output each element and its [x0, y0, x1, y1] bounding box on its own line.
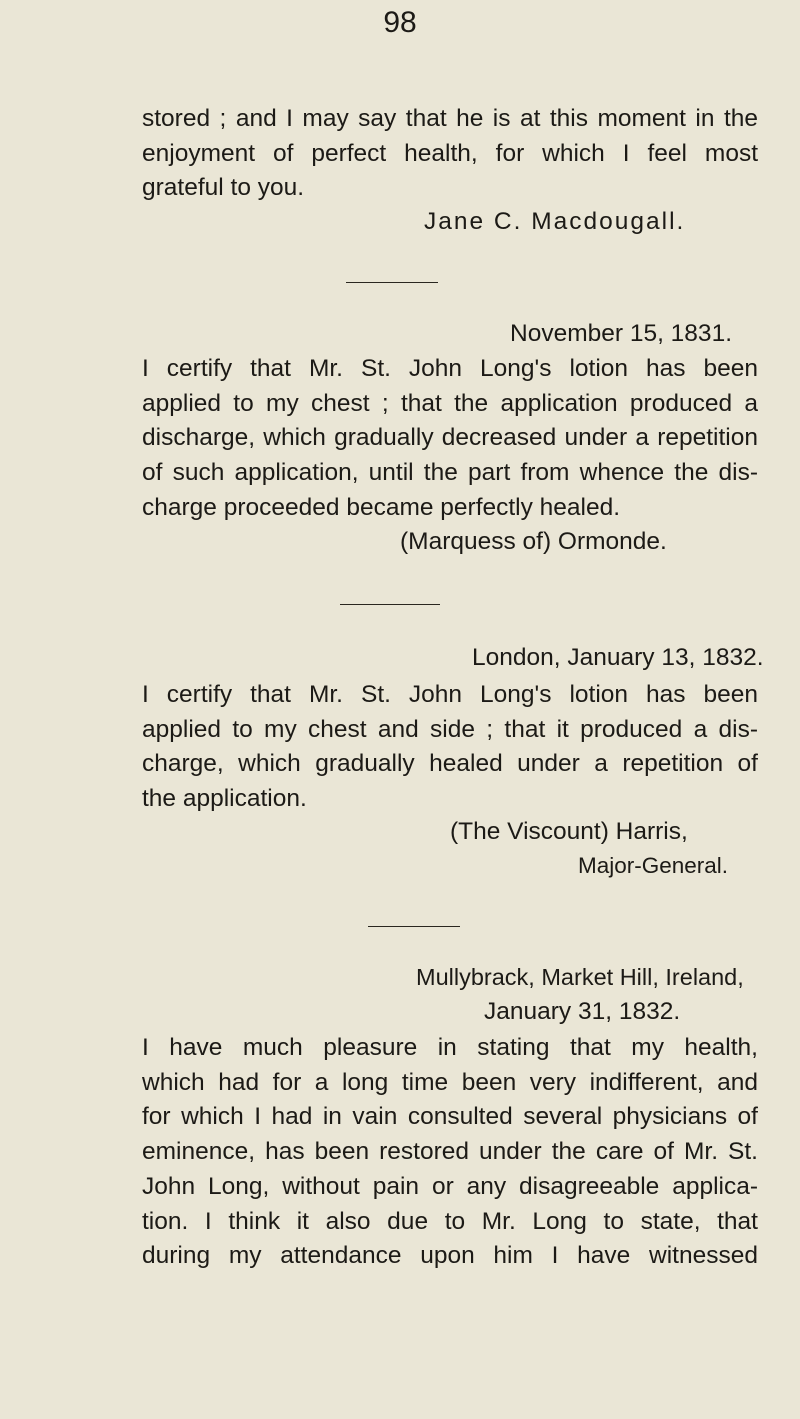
text-line: I certify that Mr. St. John Long's lotion has been [142, 355, 758, 382]
text-line: applied to my chest ; that the application produced a [142, 389, 758, 417]
text-line: John Long, without pain or any disagreeable applica- [142, 1172, 758, 1200]
letter-2-signature: (Marquess of) Ormonde. [400, 528, 667, 555]
text-line: grateful to you. [142, 174, 305, 202]
text-line: I have much pleasure in stating that my health, [142, 1034, 758, 1061]
text-line: discharge, which gradually decreased under a repetition [142, 424, 758, 452]
letter-4-dateline: January 31, 1832. [484, 998, 681, 1025]
text-line: charge, which gradually healed under a repetition of [142, 750, 758, 778]
letter-4-body [142, 1031, 758, 1274]
section-divider [340, 604, 440, 605]
letter-3-signature: (The Viscount) Harris, [450, 818, 688, 845]
text-line: charge proceeded became perfectly healed. [142, 493, 621, 521]
text-line: for which I had in vain consulted several physicians of [142, 1103, 758, 1131]
section-divider [368, 926, 460, 927]
section-divider [346, 282, 438, 283]
letter-2-dateline: November 15, 1831. [510, 320, 732, 347]
text-line: eminence, has been restored under the care of Mr. St. [142, 1138, 758, 1166]
text-line: stored ; and I may say that he is at this moment in the [142, 105, 758, 132]
letter-4-place: Mullybrack, Market Hill, Ireland, [416, 964, 744, 990]
letter-3-body [142, 678, 758, 817]
letter-2-body [142, 352, 758, 526]
text-line: the application. [142, 785, 307, 813]
text-line: I certify that Mr. St. John Long's lotion has been [142, 681, 758, 708]
text-line: applied to my chest and side ; that it produced a dis- [142, 715, 758, 743]
page-number: 98 [383, 6, 417, 39]
text-line: tion. I think it also due to Mr. Long to state, that [142, 1207, 758, 1235]
text-line: of such application, until the part from whence the dis- [142, 459, 758, 487]
letter-3-signature-title: Major-General. [578, 853, 729, 878]
text-line: which had for a long time been very indifferent, and [142, 1068, 758, 1096]
text-line: enjoyment of perfect health, for which I feel most [142, 139, 758, 167]
text-line: during my attendance upon him I have witnessed [142, 1242, 758, 1270]
letter-1-signature: Jane C. Macdougall. [424, 208, 686, 235]
letter-1-body [142, 102, 758, 206]
letter-3-dateline: London, January 13, 1832. [472, 644, 764, 671]
